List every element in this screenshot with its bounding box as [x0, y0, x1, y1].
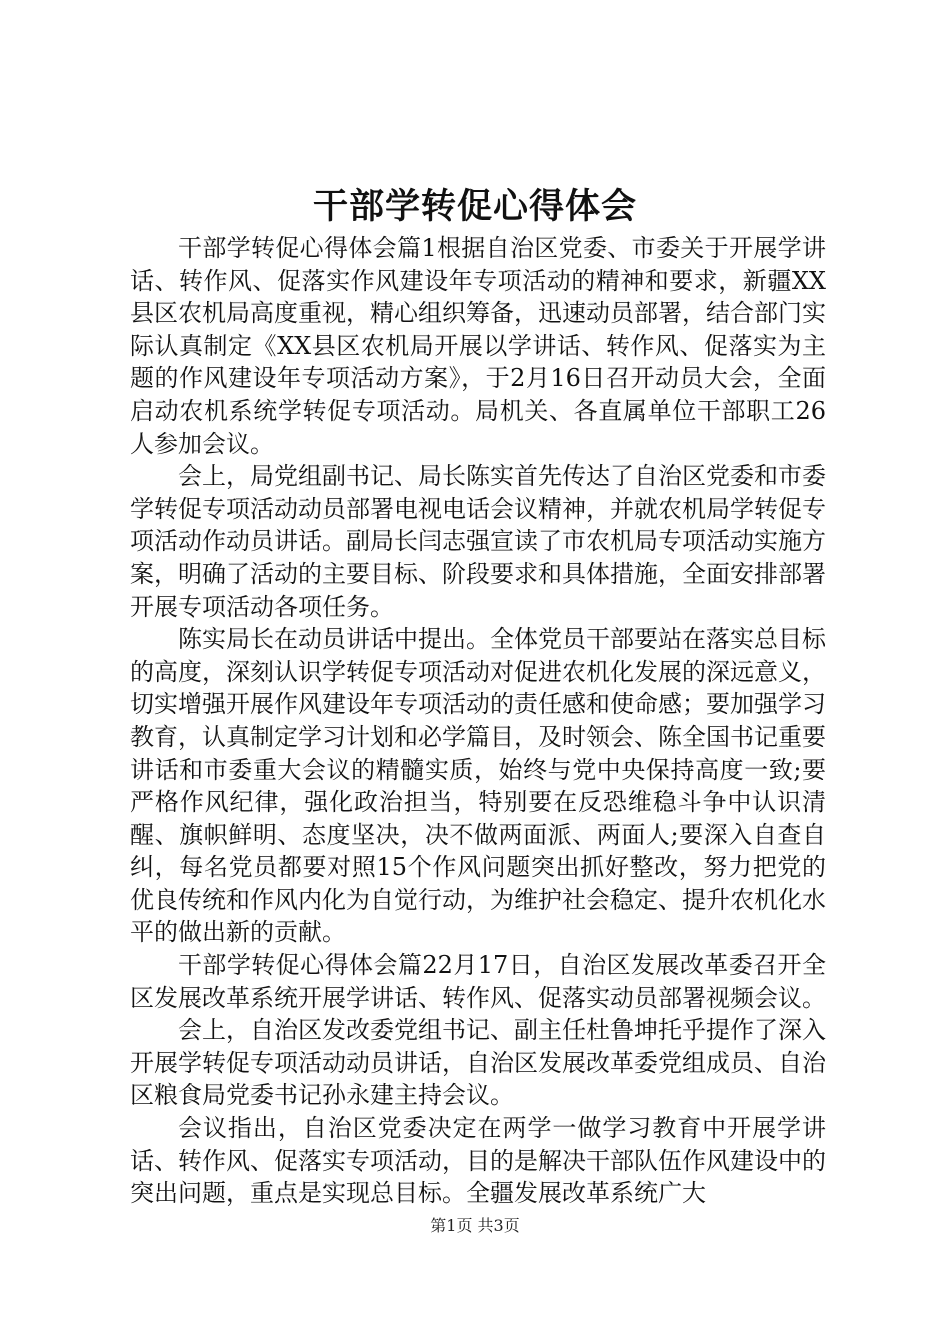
paragraph-4: 干部学转促心得体会篇22月17日，自治区发展改革委召开全区发展改革系统开展学讲话、转作风、促落实动员部署视频会议。 [130, 951, 826, 1012]
paragraph-5: 会上，自治区发改委党组书记、副主任杜鲁坤托乎提作了深入开展学转促专项活动动员讲话，自治区发展改革委党组成员、自治区粮食局党委书记孙永建主持会议。 [130, 1016, 826, 1110]
page-number-footer: 第1页 共3页 [430, 1216, 520, 1235]
paragraph-6: 会议指出，自治区党委决定在两学一做学习教育中开展学讲话、转作风、促落实专项活动，目的是解决干部队伍作风建设中的突出问题，重点是实现总目标。全疆发展改革系统广大 [130, 1114, 826, 1208]
paragraph-1: 干部学转促心得体会篇1根据自治区党委、市委关于开展学讲话、转作风、促落实作风建设年专项活动的精神和要求，新疆XX县区农机局高度重视，精心组织筹备，迅速动员部署，结合部门实际认真制定《XX县区农机局开展以学讲话、转作风、促落实为主题的作风建设年专项活动方案》，于2月16日召开动员大会，全面启动农机系统学转促专项活动。局机关、各直属单位干部职工26人参加会议。 [130, 234, 826, 458]
paragraph-2: 会上，局党组副书记、局长陈实首先传达了自治区党委和市委学转促专项活动动员部署电视电话会议精神，并就农机局学转促专项活动作动员讲话。副局长闫志强宣读了市农机局专项活动实施方案，明确了活动的主要目标、阶段要求和具体措施，全面安排部署开展专项活动各项任务。 [130, 462, 826, 621]
paragraph-3: 陈实局长在动员讲话中提出。全体党员干部要站在落实总目标的高度，深刻认识学转促专项活动对促进农机化发展的深远意义，切实增强开展作风建设年专项活动的责任感和使命感；要加强学习教育，认真制定学习计划和必学篇目，及时领会、陈全国书记重要讲话和市委重大会议的精髓实质，始终与党中央保持高度一致;要严格作风纪律，强化政治担当，特别要在反恐维稳斗争中认识清醒、旗帜鲜明、态度坚决，决不做两面派、两面人;要深入自查自纠，每名党员都要对照15个作风问题突出抓好整改，努力把党的优良传统和作风内化为自觉行动，为维护社会稳定、提升农机化水平的做出新的贡献。 [130, 625, 826, 947]
document-title: 干部学转促心得体会 [312, 186, 637, 227]
document-body [130, 232, 826, 1210]
